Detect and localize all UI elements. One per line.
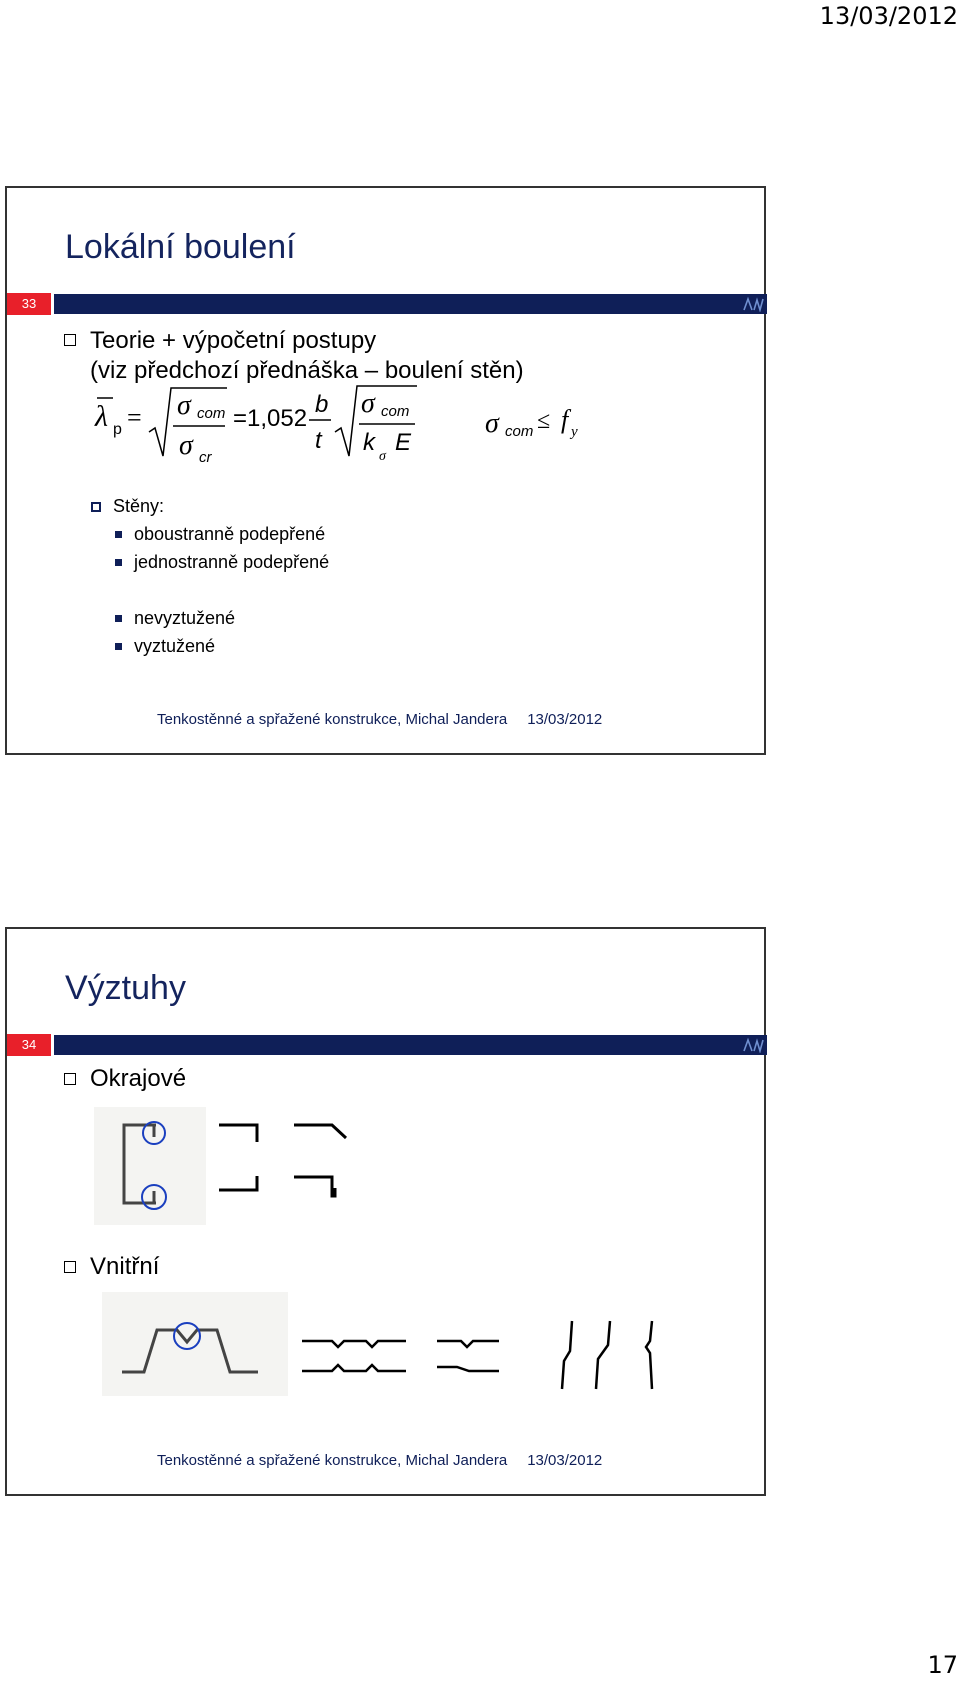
slide-34 [5,927,766,1496]
edge-stiffener-photo [94,1107,206,1225]
edge-stiffener-angled-sketch [292,1122,352,1144]
internal-stiffener-v-sketch [300,1329,412,1381]
hollow-square-bullet-icon [64,334,76,346]
internal-stiffener-single-sketch [435,1329,505,1381]
footer-date: 13/03/2012 [527,1452,603,1469]
list-item-text: jednostranně podepřené [134,552,330,572]
sigma-symbol: σ [177,390,191,421]
square-bullet-icon [91,502,101,512]
filled-square-bullet-icon [115,615,122,622]
logo-icon [742,1037,766,1053]
subscript-com: com [381,403,410,420]
list-item-text: nevyztužené [134,608,236,628]
internal-stiffener-web-sketch [552,1317,667,1393]
slide-title: Lokální boulení [65,228,296,266]
bullet-theory [64,326,524,386]
slide-number: 33 [7,293,51,315]
subscript-com: com [505,423,534,440]
symbol-b: b [315,391,329,418]
slide-footer [157,1452,602,1469]
sigma-symbol: σ [485,408,499,439]
bullet-line: Teorie + výpočetní postupy [90,327,377,354]
filled-square-bullet-icon [115,531,122,538]
list-item [115,524,325,545]
sigma-symbol: σ [179,430,193,461]
coefficient: =1,052 [233,405,308,432]
edge-stiffener-hook-sketch [292,1174,344,1200]
subscript-sigma: σ [379,449,386,464]
bullet-line: (viz předchozí přednáška – boulení stěn) [90,357,524,384]
sigma-symbol: σ [361,388,375,419]
hollow-square-bullet-icon [64,1261,76,1273]
subscript-y: y [571,424,578,440]
bullet-text: Stěny: [113,496,165,516]
subscript-p: p [113,421,122,438]
filled-square-bullet-icon [115,559,122,566]
symbol-k: k [363,429,375,456]
list-item [115,608,235,629]
bullet-walls [91,496,164,517]
subscript-com: com [197,405,226,422]
filled-square-bullet-icon [115,643,122,650]
edge-stiffener-lip-sketch [217,1122,269,1144]
slide-title: Výztuhy [65,969,186,1007]
list-item [115,636,215,657]
list-item-text: vyztužené [134,636,216,656]
logo-icon [742,296,766,312]
bullet-edge [64,1065,186,1093]
title-bar [54,1035,767,1055]
footer-text: Tenkostěnné a spřažené konstrukce, Michal Jandera [157,1452,508,1469]
edge-stiffener-down-sketch [217,1174,269,1196]
bullet-internal [64,1253,159,1281]
bullet-text: Okrajové [90,1065,187,1092]
symbol-t: t [315,427,322,454]
bullet-text: Vnitřní [90,1253,160,1280]
list-item-text: oboustranně podepřené [134,524,326,544]
page-header-date: 13/03/2012 [819,2,958,30]
symbol-f: f [561,405,569,434]
page-number: 17 [927,1651,958,1679]
slide-number: 34 [7,1034,51,1056]
subscript-cr: cr [199,449,212,466]
internal-stiffener-photo [102,1292,288,1396]
symbol-E: E [395,429,412,456]
title-bar [54,294,767,314]
slide-footer [157,711,602,728]
leq-sign: ≤ [537,408,551,434]
footer-date: 13/03/2012 [527,711,603,728]
equals-sign: = [127,403,142,432]
list-item [115,552,329,573]
slenderness-equation [87,384,607,474]
footer-text: Tenkostěnné a spřažené konstrukce, Michal Jandera [157,711,508,728]
lambda-symbol: λ [95,400,108,433]
slide-33 [5,186,766,755]
hollow-square-bullet-icon [64,1073,76,1085]
